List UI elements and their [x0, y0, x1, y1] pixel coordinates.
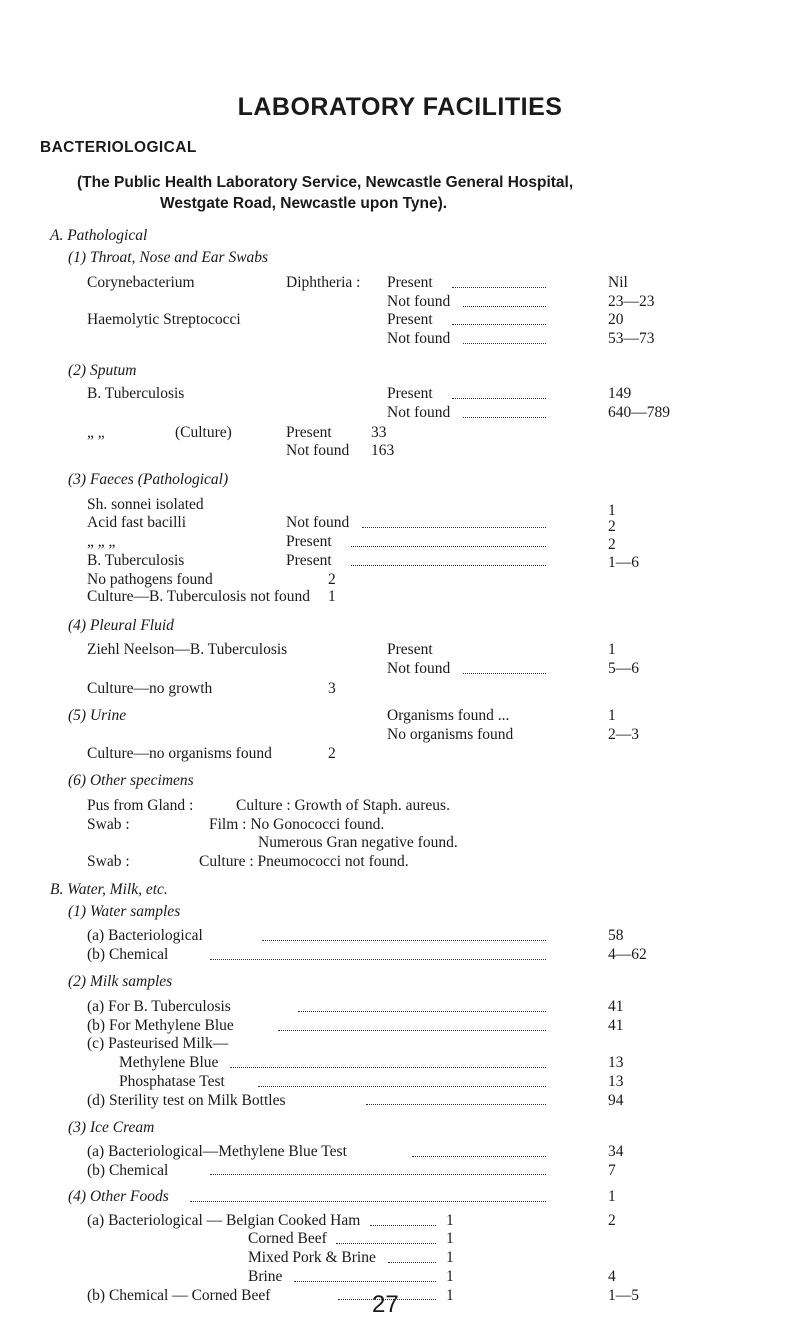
pleural-heading: (4) Pleural Fluid: [68, 616, 174, 634]
pleural-notfound-value: 5—6: [608, 660, 639, 678]
pus-value: Culture : Growth of Staph. aureus.: [236, 797, 450, 815]
food-chem-label: (b) Chemical — Corned Beef: [87, 1286, 271, 1304]
water-heading: (1) Water samples: [68, 903, 181, 921]
faeces-tb-value: 1—6: [608, 553, 639, 571]
sputum-culture-label: (Culture): [175, 423, 232, 441]
faeces-tb-present-label: Present: [286, 551, 332, 569]
sonnei-value: 1: [608, 501, 616, 519]
pus-label: Pus from Gland :: [87, 797, 194, 815]
acid-present-value: 2: [608, 536, 616, 554]
sputum-present-value: 149: [608, 385, 632, 403]
acid-fast-label: Acid fast bacilli: [87, 514, 186, 532]
water-bact-value: 58: [608, 927, 624, 945]
ziehl-label: Ziehl Neelson—B. Tuberculosis: [87, 641, 288, 659]
milk-heading: (2) Milk samples: [68, 973, 173, 991]
coryne-present-label: Present: [387, 274, 433, 292]
page-number: 27: [372, 1291, 399, 1318]
food-chem-count: 1: [446, 1286, 454, 1304]
no-organisms-value: 2—3: [608, 726, 639, 744]
pleural-present-value: 1: [608, 641, 616, 659]
sputum-tb-label: B. Tuberculosis: [87, 385, 185, 403]
urine-heading: (5) Urine: [68, 707, 127, 725]
other-foods-heading: (4) Other Foods: [68, 1188, 169, 1206]
haemo-notfound-value: 53—73: [608, 330, 655, 348]
acid-notfound-label: Not found: [286, 514, 350, 532]
swab1-value: Film : No Gonococci found.: [209, 815, 385, 833]
diphtheria-label: Diphtheria :: [286, 274, 361, 292]
milk-past-label: (c) Pasteurised Milk—: [87, 1035, 229, 1053]
organisms-found-label: Organisms found ...: [387, 707, 510, 725]
haemolytic-label: Haemolytic Streptococci: [87, 311, 241, 329]
culture-present-value: 33: [371, 423, 387, 441]
milk-past-mb-value: 13: [608, 1054, 624, 1072]
milk-tb-label: (a) For B. Tuberculosis: [87, 998, 231, 1015]
acid-notfound-value: 2: [608, 518, 616, 536]
pleural-culture-label: Culture—no growth: [87, 679, 213, 697]
milk-phos-label: Phosphatase Test: [119, 1072, 225, 1090]
corynebacterium-label: Corynebacterium: [87, 274, 195, 292]
lab-line-2: Westgate Road, Newcastle upon Tyne).: [160, 195, 448, 213]
pleural-notfound-label: Not found: [387, 660, 451, 678]
milk-sterility-label: (d) Sterility test on Milk Bottles: [87, 1091, 286, 1109]
urine-culture-label: Culture—no organisms found: [87, 744, 272, 762]
haemo-present-label: Present: [387, 311, 433, 329]
coryne-notfound-value: 23—23: [608, 292, 655, 310]
culture-present-label: Present: [286, 423, 332, 441]
ice-bact-value: 34: [608, 1142, 624, 1160]
other-foods-value: 1: [608, 1188, 616, 1206]
acid-ditto: „ „ „: [87, 533, 116, 551]
food-corned-count: 1: [446, 1230, 454, 1248]
page-title: LABORATORY FACILITIES: [237, 92, 563, 121]
section-b-heading: B. Water, Milk, etc.: [50, 880, 168, 898]
ice-cream-heading: (3) Ice Cream: [68, 1119, 155, 1137]
sputum-notfound-label: Not found: [387, 404, 451, 422]
ice-chem-value: 7: [608, 1161, 616, 1179]
food-pork-label: Mixed Pork & Brine: [248, 1249, 376, 1267]
lab-line-1: (The Public Health Laboratory Service, Newcastle General Hospital,: [77, 173, 574, 191]
milk-mb-value: 41: [608, 1016, 624, 1034]
sputum-notfound-value: 640—789: [608, 404, 670, 422]
food-brine-count: 1: [446, 1267, 454, 1285]
coryne-present-value: Nil: [608, 274, 628, 292]
water-chem-label: (b) Chemical: [87, 945, 169, 963]
haemo-present-value: 20: [608, 311, 624, 329]
sputum-heading: (2) Sputum: [68, 361, 137, 379]
culture-notfound-label: Not found: [286, 442, 350, 460]
water-bact-label: (a) Bacteriological: [87, 927, 203, 945]
sonnei-label: Sh. sonnei isolated: [87, 495, 204, 513]
milk-tb-value: 41: [608, 998, 624, 1015]
swab2-label: Swab :: [87, 853, 130, 871]
pleural-present-label: Present: [387, 641, 433, 659]
faeces-culture-value: 1: [328, 588, 336, 606]
food-brine-label: Brine: [248, 1267, 283, 1285]
throat-heading: (1) Throat, Nose and Ear Swabs: [68, 249, 269, 267]
milk-phos-value: 13: [608, 1072, 624, 1090]
urine-culture-value: 2: [328, 744, 336, 762]
no-pathogens-label: No pathogens found: [87, 570, 213, 588]
food-corned-label: Corned Beef: [248, 1230, 327, 1248]
haemo-notfound-label: Not found: [387, 330, 451, 348]
faeces-tb-label: B. Tuberculosis: [87, 551, 185, 569]
faeces-culture-label: Culture—B. Tuberculosis not found: [87, 588, 311, 606]
no-pathogens-value: 2: [328, 570, 336, 588]
swab2-value: Culture : Pneumococci not found.: [199, 853, 409, 871]
pleural-culture-value: 3: [328, 679, 336, 697]
food-ham-count: 1: [446, 1211, 454, 1229]
water-chem-value: 4—62: [608, 945, 647, 963]
food-brine-value: 4: [608, 1267, 616, 1285]
milk-past-mb-label: Methylene Blue: [119, 1054, 219, 1072]
milk-sterility-value: 94: [608, 1091, 624, 1109]
organisms-found-value: 1: [608, 707, 616, 725]
milk-mb-label: (b) For Methylene Blue: [87, 1016, 234, 1034]
no-organisms-label: No organisms found: [387, 726, 514, 744]
section-heading: BACTERIOLOGICAL: [40, 139, 197, 157]
food-bact-ham-label: (a) Bacteriological — Belgian Cooked Ham: [87, 1211, 361, 1229]
culture-notfound-value: 163: [371, 442, 395, 460]
coryne-notfound-label: Not found: [387, 292, 451, 310]
food-pork-count: 1: [446, 1249, 454, 1267]
faeces-heading: (3) Faeces (Pathological): [68, 471, 229, 489]
section-a-heading: A. Pathological: [50, 226, 148, 244]
ice-bact-label: (a) Bacteriological—Methylene Blue Test: [87, 1142, 347, 1160]
sputum-present-label: Present: [387, 385, 433, 403]
swab1-value-2: Numerous Gran negative found.: [258, 834, 458, 852]
sputum-culture-ditto: „ „: [87, 423, 105, 441]
ice-chem-label: (b) Chemical: [87, 1161, 169, 1179]
acid-present-label: Present: [286, 533, 332, 551]
swab1-label: Swab :: [87, 815, 130, 833]
other-specimens-heading: (6) Other specimens: [68, 772, 194, 790]
food-chem-value: 1—5: [608, 1286, 639, 1304]
food-bact-value: 2: [608, 1211, 616, 1229]
